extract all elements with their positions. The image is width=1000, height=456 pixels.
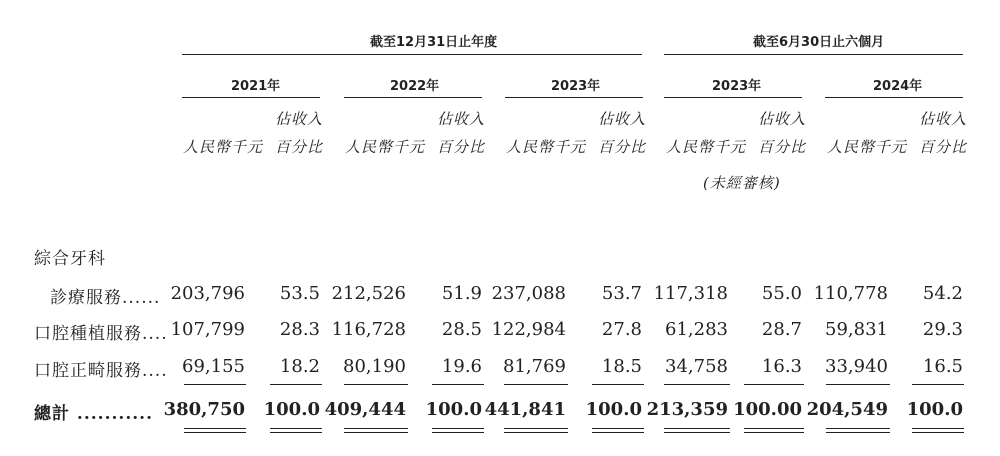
cell-amount: 110,778 [813, 283, 888, 304]
cell-percent: 53.7 [601, 283, 642, 304]
total-double-rule [344, 432, 408, 433]
cell-amount: 117,318 [653, 283, 728, 304]
total-amount: 380,750 [163, 399, 245, 420]
subtotal-rule [664, 384, 730, 385]
total-percent: 100.0 [425, 399, 482, 420]
col-header-pct-line1: 佔收入 [919, 110, 968, 128]
total-percent: 100.0 [585, 399, 642, 420]
subtotal-rule [592, 384, 644, 385]
cell-amount: 81,769 [503, 356, 566, 377]
period-header-six-month: 截至6月30日止六個月 [753, 35, 885, 50]
unaudited-note: (未經審核) [703, 174, 781, 192]
col-header-pct-line1: 佔收入 [437, 110, 486, 128]
cell-percent: 29.3 [922, 319, 963, 340]
cell-percent: 28.3 [279, 319, 320, 340]
header-rule [664, 54, 963, 55]
cell-amount: 122,984 [491, 319, 566, 340]
subtotal-rule [912, 384, 964, 385]
total-amount: 441,841 [484, 399, 566, 420]
total-double-rule [912, 428, 964, 429]
subtotal-rule [344, 384, 408, 385]
total-double-rule [504, 432, 568, 433]
total-double-rule [184, 428, 246, 429]
cell-amount: 61,283 [665, 319, 728, 340]
total-double-rule [432, 428, 484, 429]
total-amount: 409,444 [324, 399, 406, 420]
col-header-pct-line1: 佔收入 [275, 110, 324, 128]
total-amount: 204,549 [806, 399, 888, 420]
cell-percent: 18.2 [279, 356, 320, 377]
year-header: 2021年 [231, 79, 281, 94]
total-percent: 100.0 [906, 399, 963, 420]
total-double-rule [744, 428, 804, 429]
cell-percent: 16.5 [922, 356, 963, 377]
total-double-rule [344, 428, 408, 429]
cell-amount: 33,940 [825, 356, 888, 377]
header-rule [182, 54, 642, 55]
cell-percent: 28.5 [441, 319, 482, 340]
row-label-total: 總計 ........... [34, 404, 154, 424]
cell-amount: 34,758 [665, 356, 728, 377]
total-double-rule [504, 428, 568, 429]
total-percent: 100.00 [733, 399, 802, 420]
total-percent: 100.0 [263, 399, 320, 420]
cell-percent: 18.5 [601, 356, 642, 377]
total-double-rule [432, 432, 484, 433]
cell-amount: 80,190 [343, 356, 406, 377]
total-double-rule [592, 428, 644, 429]
col-header-pct-line1: 佔收入 [598, 110, 647, 128]
year-header: 2023年 [712, 79, 762, 94]
year-rule [664, 97, 802, 98]
col-header-pct-line2: 百分比 [758, 138, 807, 156]
col-header-rmb: 人民幣千元 [345, 138, 426, 156]
total-double-rule [592, 432, 644, 433]
total-double-rule [826, 432, 890, 433]
total-amount: 213,359 [646, 399, 728, 420]
cell-percent: 28.7 [761, 319, 802, 340]
cell-percent: 53.5 [279, 283, 320, 304]
cell-percent: 27.8 [601, 319, 642, 340]
period-header-year-end: 截至12月31日止年度 [370, 35, 498, 50]
total-double-rule [826, 428, 890, 429]
col-header-pct-line2: 百分比 [275, 138, 324, 156]
year-rule [344, 97, 482, 98]
subtotal-rule [432, 384, 484, 385]
col-header-pct-line2: 百分比 [437, 138, 486, 156]
row-label-orthodontic: 口腔正畸服務.... [34, 361, 168, 381]
cell-percent: 54.2 [922, 283, 963, 304]
cell-amount: 237,088 [491, 283, 566, 304]
col-header-pct-line1: 佔收入 [758, 110, 807, 128]
year-rule [182, 97, 320, 98]
cell-amount: 116,728 [331, 319, 406, 340]
subtotal-rule [184, 384, 246, 385]
year-rule [505, 97, 643, 98]
subtotal-rule [270, 384, 322, 385]
subtotal-rule [744, 384, 804, 385]
cell-percent: 55.0 [761, 283, 802, 304]
col-header-rmb: 人民幣千元 [506, 138, 587, 156]
total-double-rule [744, 432, 804, 433]
total-double-rule [664, 428, 730, 429]
row-label-implant: 口腔種植服務.... [34, 324, 168, 344]
col-header-rmb: 人民幣千元 [183, 138, 264, 156]
total-double-rule [664, 432, 730, 433]
cell-amount: 203,796 [170, 283, 245, 304]
row-label-consultation: 診療服務...... [50, 288, 161, 308]
cell-amount: 59,831 [825, 319, 888, 340]
col-header-rmb: 人民幣千元 [666, 138, 747, 156]
cell-amount: 69,155 [182, 356, 245, 377]
cell-amount: 107,799 [170, 319, 245, 340]
year-header: 2022年 [390, 79, 440, 94]
cell-amount: 212,526 [331, 283, 406, 304]
cell-percent: 51.9 [441, 283, 482, 304]
subtotal-rule [504, 384, 568, 385]
total-double-rule [270, 428, 322, 429]
col-header-rmb: 人民幣千元 [827, 138, 908, 156]
section-label: 綜合牙科 [34, 249, 106, 269]
year-rule [825, 97, 963, 98]
cell-percent: 19.6 [441, 356, 482, 377]
col-header-pct-line2: 百分比 [598, 138, 647, 156]
col-header-pct-line2: 百分比 [919, 138, 968, 156]
total-double-rule [184, 432, 246, 433]
year-header: 2024年 [873, 79, 923, 94]
total-double-rule [912, 432, 964, 433]
year-header: 2023年 [551, 79, 601, 94]
cell-percent: 16.3 [761, 356, 802, 377]
total-double-rule [270, 432, 322, 433]
subtotal-rule [826, 384, 890, 385]
